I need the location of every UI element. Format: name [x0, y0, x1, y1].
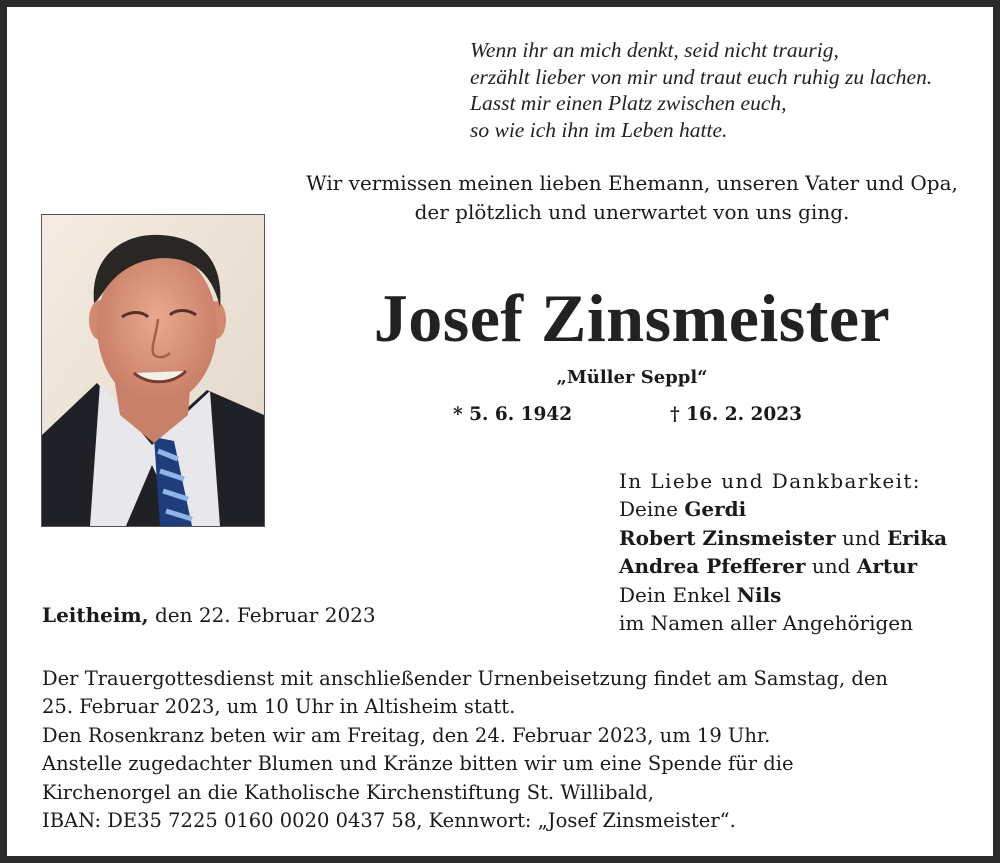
- notice-line: 25. Februar 2023, um 10 Uhr in Altisheim statt.: [42, 695, 516, 719]
- intro-line: Wir vermissen meinen lieben Ehemann, unseren Vater und Opa,: [306, 171, 958, 195]
- poem-line: erzählt lieber von mir und traut euch ruhig zu lachen.: [470, 64, 933, 89]
- notice-line: Den Rosenkranz beten wir am Freitag, den 24. Februar 2023, um 19 Uhr.: [42, 723, 771, 747]
- family-member: Robert Zinsmeister: [619, 525, 836, 550]
- poem: [470, 37, 990, 143]
- family-text: und: [835, 525, 887, 550]
- place-date: [42, 601, 376, 629]
- notice-line: Kirchenorgel an die Katholische Kirchenstiftung St. Willibald,: [42, 780, 654, 804]
- family-closing: im Namen aller Angehörigen: [619, 611, 914, 636]
- death-date: † 16. 2. 2023: [670, 404, 802, 425]
- intro-line: der plötzlich und unerwartet von uns ging.: [414, 200, 850, 224]
- family-line: [619, 495, 999, 523]
- portrait-illustration: [42, 215, 264, 526]
- poem-line: so wie ich ihn im Leben hatte.: [470, 117, 728, 142]
- place-town: Leitheim,: [42, 603, 149, 627]
- family-line: [619, 524, 999, 552]
- family-member: Artur: [856, 554, 918, 579]
- notice-line: IBAN: DE35 7225 0160 0020 0437 58, Kennwort: „Josef Zinsmeister“.: [42, 809, 736, 833]
- portrait-photo: [41, 214, 265, 527]
- family-member: Erika: [886, 525, 948, 550]
- notice-line: Anstelle zugedachter Blumen und Kränze bitten wir um eine Spende für die: [42, 752, 794, 776]
- family-member: Gerdi: [684, 497, 747, 522]
- family-text: Deine: [619, 497, 685, 522]
- poem-line: Wenn ihr an mich denkt, seid nicht traurig,: [470, 38, 839, 62]
- intro-text: [272, 169, 992, 227]
- family-member: Nils: [736, 582, 782, 607]
- deceased-name: Josef Zinsmeister: [373, 280, 891, 356]
- family-text: und: [805, 554, 857, 579]
- family-signature: [619, 467, 999, 637]
- family-text: Dein Enkel: [619, 582, 737, 607]
- family-line: [619, 552, 999, 580]
- family-member: Andrea Pfefferer: [619, 554, 806, 579]
- deceased-nickname: „Müller Seppl“: [556, 367, 708, 388]
- notice-line: Der Trauergottesdienst mit anschließender Urnenbeisetzung findet am Samstag, den: [42, 667, 888, 690]
- birth-date: * 5. 6. 1942: [453, 404, 573, 425]
- service-notice: [42, 665, 982, 835]
- family-heading: In Liebe und Dankbarkeit:: [619, 469, 921, 493]
- family-line: [619, 581, 999, 609]
- poem-line: Lasst mir einen Platz zwischen euch,: [470, 91, 787, 115]
- place-date-text: den 22. Februar 2023: [148, 603, 376, 627]
